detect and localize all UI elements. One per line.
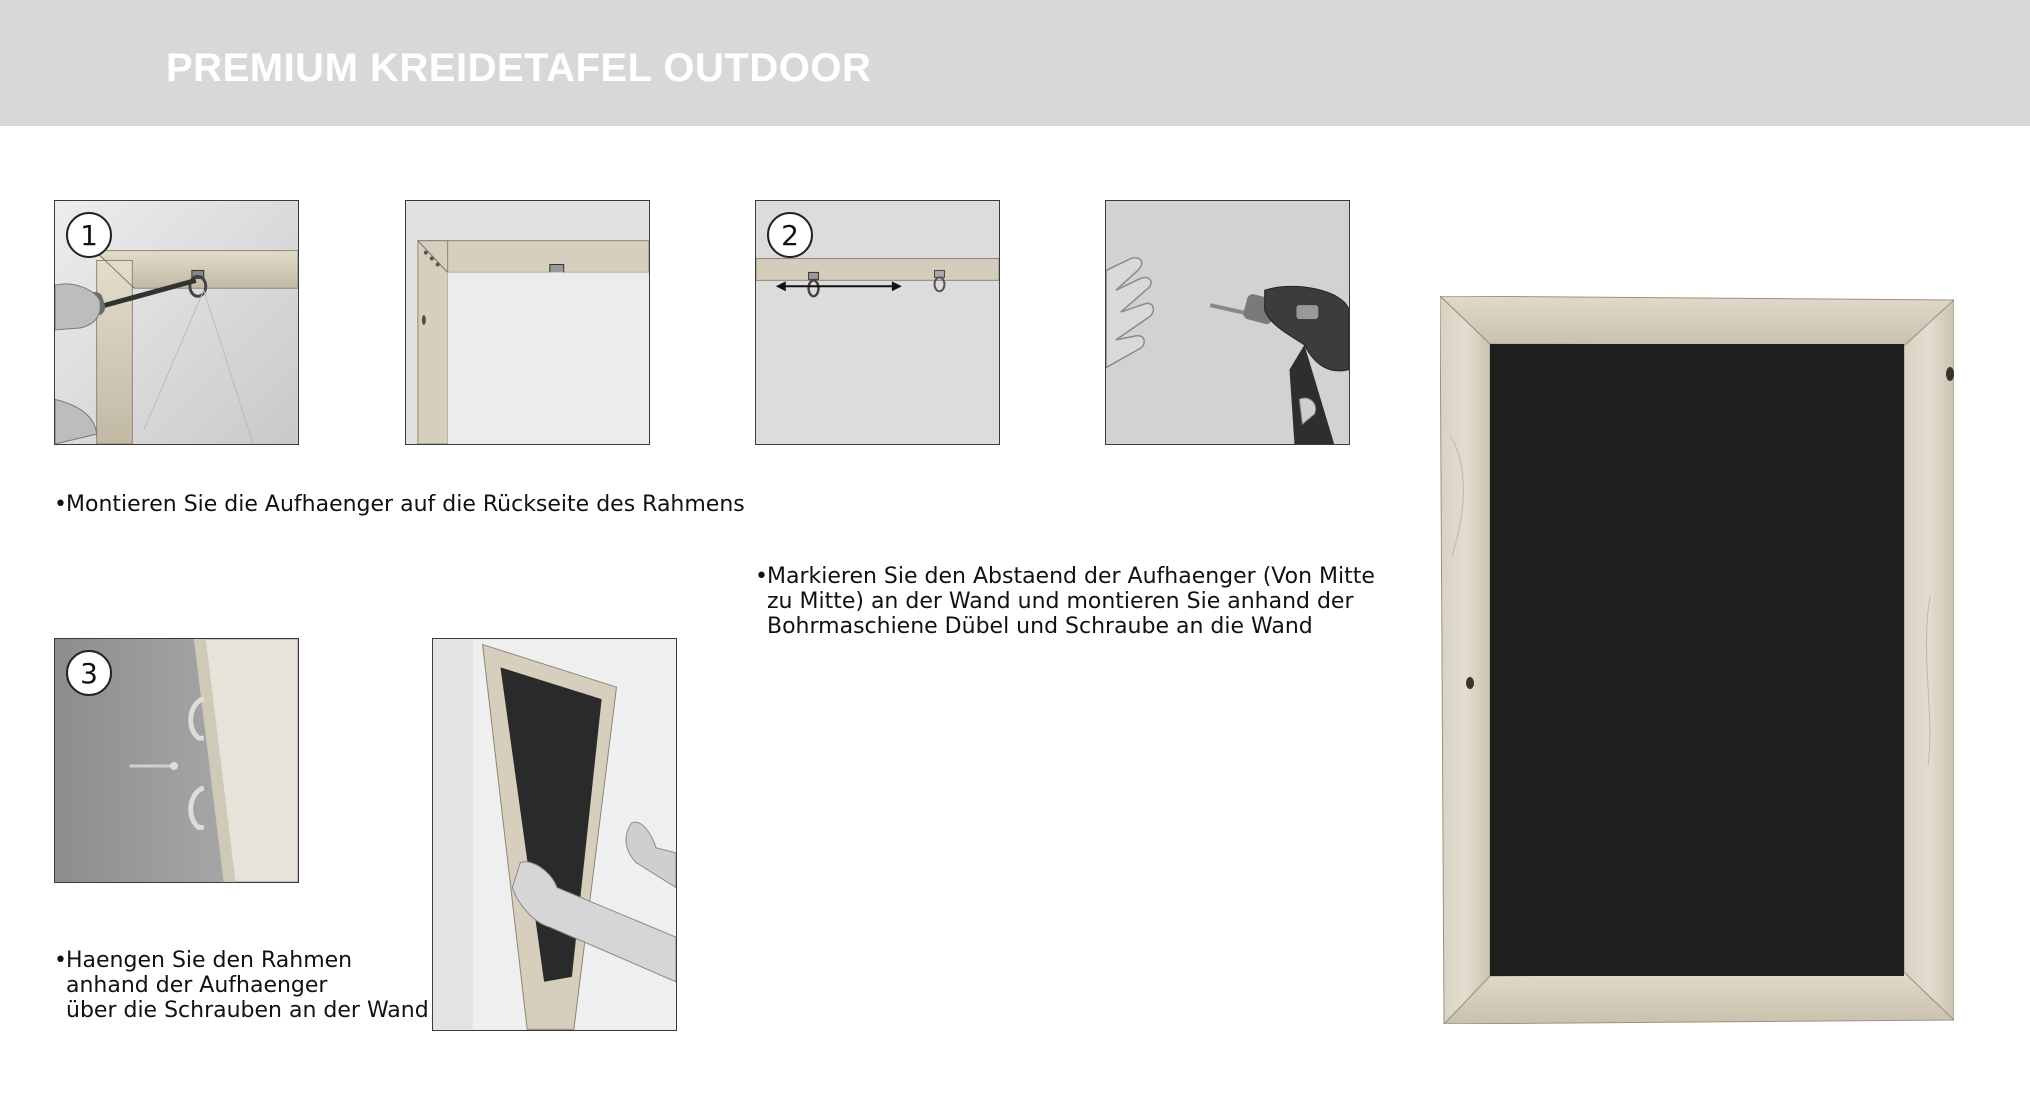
step1-photo-mount-hanger (54, 200, 299, 445)
photo-hanger-mounted (405, 200, 650, 445)
chalkboard-surface (1490, 344, 1904, 976)
step-badge-2: 2 (767, 212, 813, 258)
caption-mark-distance: •Markieren Sie den Abstaend der Aufhaenger (Von Mitte zu Mitte) an der Wand und montieren Sie anhand der Bohrmaschiene Dübel und Schraube an die Wand (755, 564, 1375, 639)
header-bar (0, 0, 2030, 126)
photo-hanging-chalkboard (432, 638, 677, 1031)
photo-drill-wall (1105, 200, 1350, 445)
caption-mount-hangers: •Montieren Sie die Aufhaenger auf die Rückseite des Rahmens (54, 492, 745, 517)
caption-line: Markieren Sie den Abstaend der Aufhaenger (Von Mitte (767, 564, 1375, 589)
caption-line: Montieren Sie die Aufhaenger auf die Rückseite des Rahmens (66, 492, 745, 517)
step-badge-3: 3 (66, 650, 112, 696)
caption-hang-frame: •Haengen Sie den Rahmen anhand der Aufhaenger über die Schrauben an der Wand (54, 948, 429, 1023)
step-badge-1: 1 (66, 212, 112, 258)
step2-photo-mark-distance (755, 200, 1000, 445)
caption-line: über die Schrauben an der Wand (66, 998, 429, 1023)
caption-line: Haengen Sie den Rahmen (66, 948, 353, 973)
caption-line: zu Mitte) an der Wand und montieren Sie anhand der (767, 589, 1354, 614)
chalkboard-product-image (1440, 296, 1954, 1024)
page-title: PREMIUM KREIDETAFEL OUTDOOR (166, 46, 872, 90)
hanging-board-illustration (433, 639, 676, 1030)
caption-line: anhand der Aufhaenger (66, 973, 328, 998)
step3-photo-hang-on-screw (54, 638, 299, 883)
caption-line: Bohrmaschiene Dübel und Schraube an die Wand (767, 614, 1313, 639)
drill-illustration (1106, 201, 1349, 444)
frame-back-mounted-illustration (406, 201, 649, 444)
chalkboard-illustration (1440, 296, 1954, 1024)
